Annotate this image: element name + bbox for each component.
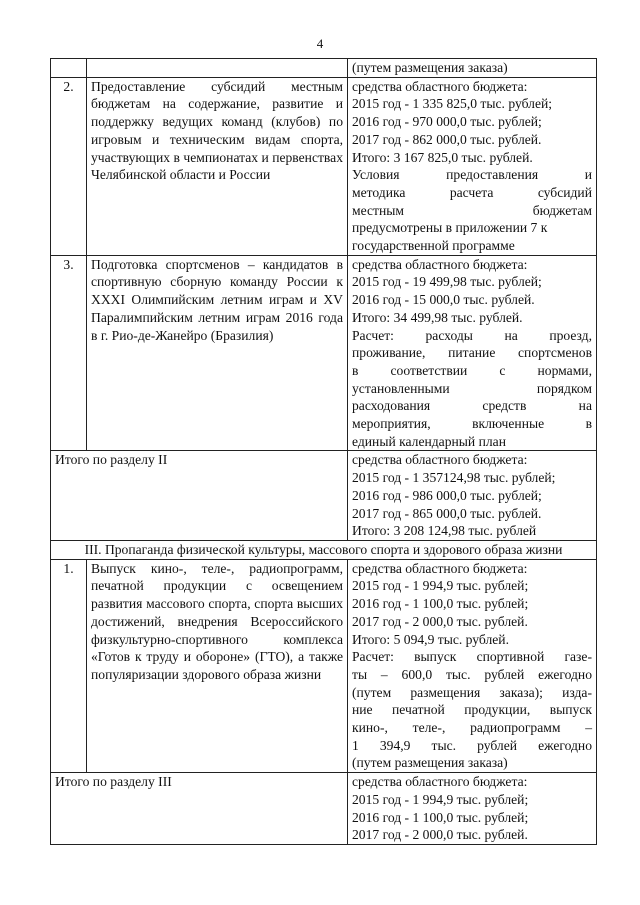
funding-line: кино-, теле-, радиопрограмм – xyxy=(352,720,592,736)
funding-line: Итого: 3 208 124,98 тыс. рублей xyxy=(352,523,537,539)
funding-line: Расчет: расходы на проезд, xyxy=(352,327,592,343)
funding-line: государственной программе xyxy=(352,238,515,254)
funding-line: (путем размещения заказа) xyxy=(352,755,508,771)
description-cell xyxy=(87,59,348,78)
funding-cell xyxy=(348,773,597,845)
description-cell: Подготовка спортсменов – кандидатов в спортивную сборную команду России к XXXI Олимпийским летним играм и XV Паралимпийским летним играм 2016 года в г. Рио-де-Жанейро (Бразилия) xyxy=(87,255,348,451)
section-heading: III. Пропаганда физической культуры, массового спорта и здорового образа жизни xyxy=(51,540,597,559)
funding-line: 2016 год - 1 100,0 тыс. рублей; xyxy=(352,596,529,612)
funding-line: 2015 год - 1 335 825,0 тыс. рублей; xyxy=(352,96,553,112)
funding-cell xyxy=(348,77,597,255)
program-table xyxy=(50,58,597,845)
funding-line: 2016 год - 986 000,0 тыс. рублей; xyxy=(352,487,542,503)
funding-line: 2015 год - 19 499,98 тыс. рублей; xyxy=(352,274,542,290)
page-number: 4 xyxy=(316,36,324,51)
funding-line: методика расчета субсидий xyxy=(352,184,592,200)
funding-line: 2016 год - 970 000,0 тыс. рублей; xyxy=(352,114,542,130)
table-row xyxy=(51,540,597,559)
funding-line: Итого: 3 167 825,0 тыс. рублей. xyxy=(352,149,533,165)
funding-cell xyxy=(348,59,597,78)
funding-line: ние печатной продукции, выпуск xyxy=(352,702,592,718)
funding-line: в соответствии с нормами, xyxy=(352,362,592,378)
funding-cell xyxy=(348,559,597,772)
description-cell: Предоставление субсидий местным бюджетам на содержание, развитие и поддержку ведущих команд (клубов) по игровым и техническим видам спорта, участвующих в чемпионатах и первенствах Челябинской области и России xyxy=(87,77,348,255)
funding-line: Итого: 34 499,98 тыс. рублей. xyxy=(352,309,523,325)
funding-cell xyxy=(348,255,597,451)
funding-line: средства областного бюджета: xyxy=(352,452,528,468)
row-number-cell: 3. xyxy=(51,255,87,451)
funding-line: 2016 год - 1 100,0 тыс. рублей; xyxy=(352,809,529,825)
row-number-cell: 2. xyxy=(51,77,87,255)
funding-line: 2017 год - 2 000,0 тыс. рублей. xyxy=(352,613,528,629)
funding-line: 2017 год - 865 000,0 тыс. рублей. xyxy=(352,505,542,521)
funding-line: (путем размещения заказа); изда- xyxy=(352,684,592,700)
funding-line: расходования средств на xyxy=(352,398,592,414)
funding-line: 2015 год - 1 994,9 тыс. рублей; xyxy=(352,578,529,594)
table-row xyxy=(51,77,597,255)
table-row xyxy=(51,559,597,772)
funding-cell xyxy=(348,451,597,541)
funding-line: мероприятия, включенные в xyxy=(352,416,592,432)
funding-line: предусмотрены в приложении 7 к xyxy=(352,220,548,236)
funding-line: Условия предоставления и xyxy=(352,167,592,183)
funding-line: средства областного бюджета: xyxy=(352,78,528,94)
funding-line: Итого: 5 094,9 тыс. рублей. xyxy=(352,631,509,647)
funding-line: 2015 год - 1 357124,98 тыс. рублей; xyxy=(352,470,556,486)
funding-line: 2016 год - 15 000,0 тыс. рублей. xyxy=(352,292,535,308)
table-row xyxy=(51,59,597,78)
funding-line: средства областного бюджета: xyxy=(352,560,528,576)
table-row xyxy=(51,451,597,541)
funding-line: (путем размещения заказа) xyxy=(352,60,508,75)
funding-line: 2017 год - 862 000,0 тыс. рублей. xyxy=(352,131,542,147)
funding-line: проживание, питание спортсменов xyxy=(352,345,592,361)
description-cell: Выпуск кино-, теле-, радиопрограмм, печатной продукции с освещением развития массового спорта, спорта высших достижений, внедрения Всероссийского физкультурно-спортивного комплекса «Готов к труду и обороне» (ГТО), а также популяризации здорового образа жизни xyxy=(87,559,348,772)
funding-line: 1 394,9 тыс. рублей ежегодно xyxy=(352,737,592,753)
funding-line: единый календарный план xyxy=(352,433,506,449)
row-number-cell: 1. xyxy=(51,559,87,772)
funding-line: средства областного бюджета: xyxy=(352,774,528,790)
funding-line: 2017 год - 2 000,0 тыс. рублей. xyxy=(352,827,528,843)
funding-line: установленными порядком xyxy=(352,380,592,396)
table-row xyxy=(51,255,597,451)
row-number-cell xyxy=(51,59,87,78)
section-total-label: Итого по разделу III xyxy=(51,773,348,845)
funding-line: Расчет: выпуск спортивной газе- xyxy=(352,649,592,665)
funding-line: местным бюджетам xyxy=(352,202,592,218)
section-total-label: Итого по разделу II xyxy=(51,451,348,541)
funding-line: ты – 600,0 тыс. рублей ежегодно xyxy=(352,666,592,682)
table-row xyxy=(51,773,597,845)
funding-line: средства областного бюджета: xyxy=(352,256,528,272)
funding-line: 2015 год - 1 994,9 тыс. рублей; xyxy=(352,791,529,807)
